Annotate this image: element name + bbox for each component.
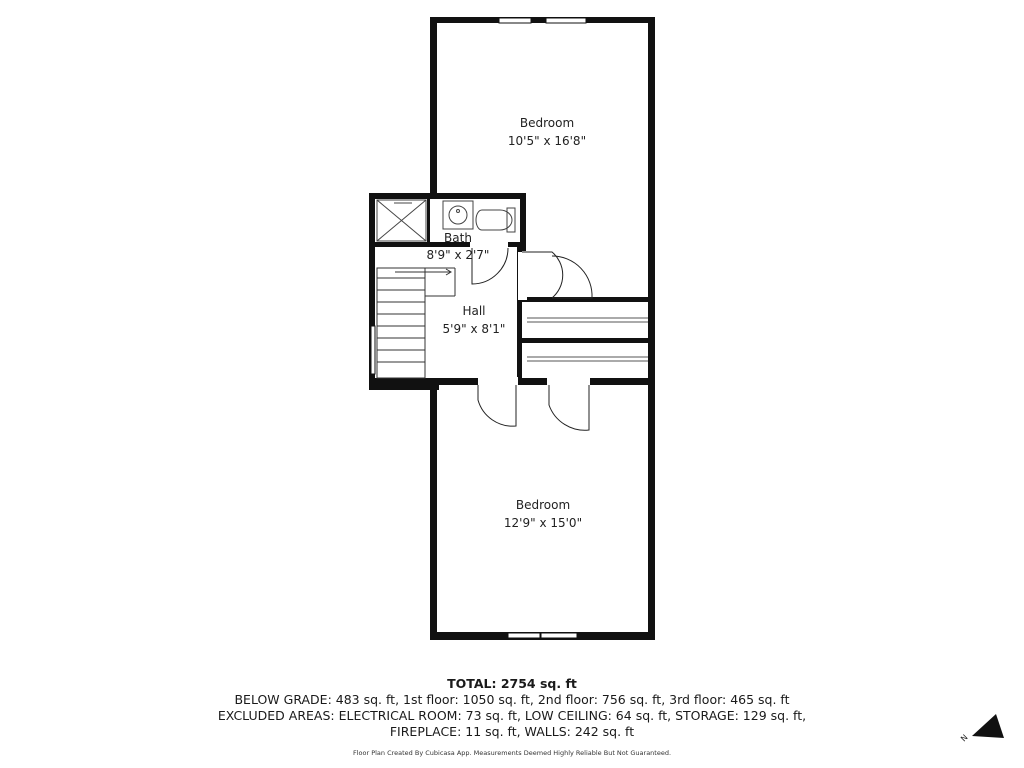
credit-note: Floor Plan Created By Cubicasa App. Measurements Deemed Highly Reliable But Not Guaranteed.	[352, 749, 672, 757]
room-dims-bath: 8'9" x 2'7"	[426, 248, 490, 262]
room-dims-bedroom-bottom: 12'9" x 15'0"	[503, 516, 583, 530]
room-name-bath: Bath	[444, 231, 472, 245]
floor-areas: BELOW GRADE: 483 sq. ft, 1st floor: 1050 sq. ft, 2nd floor: 756 sq. ft, 3rd floor: 465 sq. ft	[234, 692, 790, 707]
sink-icon	[443, 201, 473, 229]
total-area: TOTAL: 2754 sq. ft	[447, 676, 577, 691]
door-openings	[470, 241, 590, 386]
room-labels	[427, 116, 587, 530]
room-name-bedroom-top: Bedroom	[519, 116, 575, 130]
compass-label: N	[959, 732, 970, 744]
excluded-areas-cont: FIREPLACE: 11 sq. ft, WALLS: 242 sq. ft	[389, 724, 635, 739]
room-dims-bedroom-top: 10'5" x 16'8"	[507, 134, 587, 148]
room-name-bedroom-bottom: Bedroom	[515, 498, 571, 512]
walls	[369, 17, 655, 640]
room-dims-hall: 5'9" x 8'1"	[442, 322, 506, 336]
room-name-hall: Hall	[462, 304, 486, 318]
excluded-areas: EXCLUDED AREAS: ELECTRICAL ROOM: 73 sq. ft, LOW CEILING: 64 sq. ft, STORAGE: 129 sq. ft,	[217, 708, 807, 723]
area-summary	[0, 676, 1024, 758]
